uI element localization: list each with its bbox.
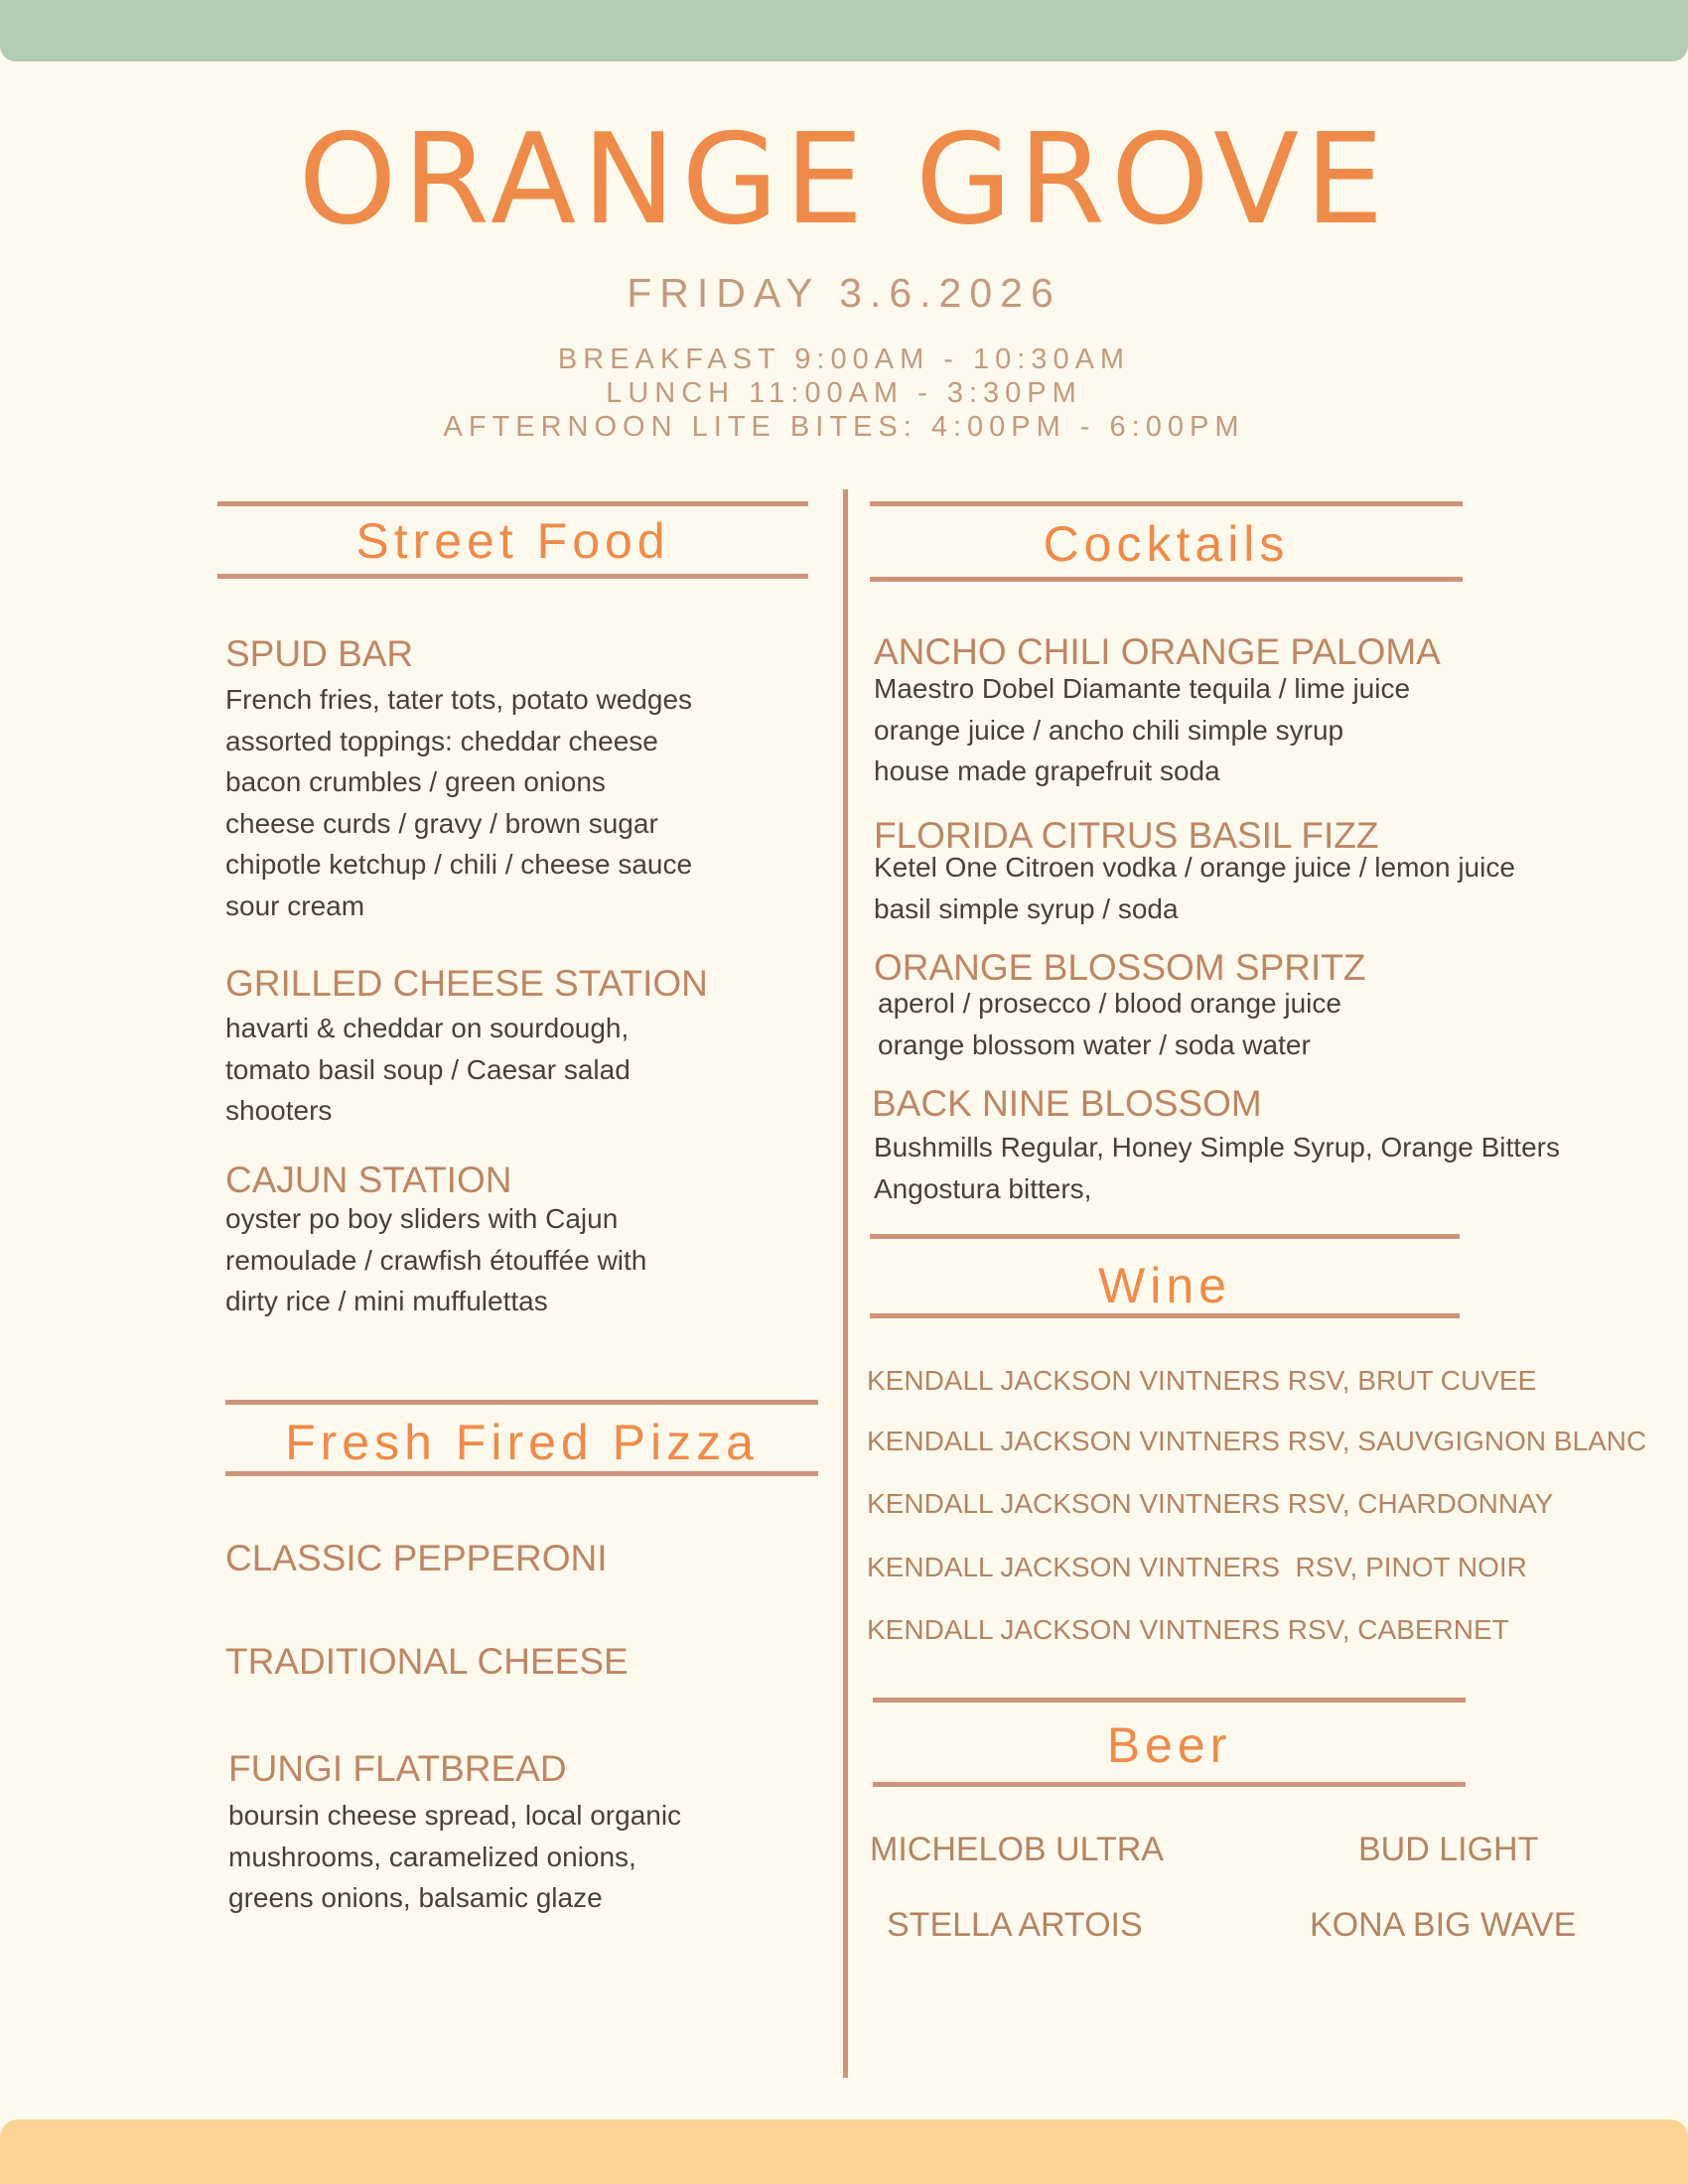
bottom-color-band (0, 2119, 1688, 2184)
item-title: ORANGE BLOSSOM SPRITZ (874, 947, 1366, 988)
description-line: oyster po boy sliders with Cajun (225, 1203, 619, 1234)
description-line: havarti & cheddar on sourdough, (225, 1013, 630, 1043)
description-line: Maestro Dobel Diamante tequila / lime juice (874, 673, 1411, 704)
description-line: aperol / prosecco / blood orange juice (878, 988, 1341, 1019)
description-line: orange blossom water / soda water (878, 1028, 1311, 1060)
description-line: orange juice / ancho chili simple syrup (874, 714, 1344, 746)
description-line: sour cream (225, 889, 365, 921)
item-description (874, 668, 1410, 792)
item-title: CLASSIC PEPPERONI (225, 1538, 608, 1578)
description-line: Angostura bitters, (874, 1172, 1092, 1204)
section-rule (870, 577, 1463, 582)
hours-line: LUNCH 11:00AM - 3:30PM (606, 377, 1082, 409)
description-line: French fries, tater tots, potato wedges (225, 684, 693, 715)
description-line: assorted toppings: cheddar cheese (225, 725, 658, 756)
section-rule (225, 1400, 818, 1405)
wine-item: KENDALL JACKSON VINTNERS RSV, BRUT CUVEE (867, 1365, 1537, 1396)
item-description (874, 1127, 1560, 1209)
description-line: greens onions, balsamic glaze (228, 1882, 603, 1913)
service-hours (0, 342, 1688, 444)
section-rule (870, 1313, 1460, 1318)
wine-item: KENDALL JACKSON VINTNERS RSV, CHARDONNAY (867, 1488, 1554, 1519)
section-heading: Wine (1098, 1258, 1231, 1313)
menu-date: FRIDAY 3.6.2026 (627, 270, 1061, 316)
hours-line: BREAKFAST 9:00AM - 10:30AM (557, 343, 1131, 375)
top-color-band (0, 0, 1688, 62)
item-description (225, 1198, 646, 1322)
section-rule (870, 501, 1463, 506)
hours-line: AFTERNOON LITE BITES: 4:00PM - 6:00PM (443, 411, 1245, 443)
item-title: FUNGI FLATBREAD (228, 1748, 567, 1789)
section-heading: Street Food (355, 513, 670, 569)
description-line: Bushmills Regular, Honey Simple Syrup, Orange Bitters (874, 1132, 1560, 1162)
description-line: boursin cheese spread, local organic (228, 1800, 682, 1831)
page-title: ORANGE GROVE (298, 106, 1390, 252)
description-line: house made grapefruit soda (874, 755, 1220, 786)
item-title: GRILLED CHEESE STATION (225, 963, 708, 1004)
beer-item: BUD LIGHT (1358, 1831, 1539, 1868)
wine-item: KENDALL JACKSON VINTNERS RSV, CABERNET (867, 1614, 1509, 1645)
section-rule (873, 1782, 1466, 1787)
section-rule (217, 501, 808, 506)
item-description (225, 1008, 631, 1132)
item-title: BACK NINE BLOSSOM (872, 1083, 1262, 1124)
item-title: FLORIDA CITRUS BASIL FIZZ (874, 815, 1379, 856)
description-line: Ketel One Citroen vodka / orange juice / lemon juice (874, 852, 1515, 883)
item-description (225, 679, 692, 926)
section-rule (870, 1234, 1460, 1239)
section-heading: Fresh Fired Pizza (285, 1415, 759, 1470)
description-line: cheese curds / gravy / brown sugar (225, 807, 658, 839)
wine-item: KENDALL JACKSON VINTNERS RSV, PINOT NOIR (867, 1552, 1527, 1582)
description-line: dirty rice / mini muffulettas (225, 1286, 548, 1316)
description-line: tomato basil soup / Caesar salad (225, 1053, 631, 1085)
item-description (874, 847, 1515, 929)
beer-item: KONA BIG WAVE (1310, 1906, 1577, 1944)
column-divider (843, 489, 848, 2078)
description-line: chipotle ketchup / chili / cheese sauce (225, 849, 693, 880)
description-line: shooters (225, 1095, 333, 1126)
item-title: ANCHO CHILI ORANGE PALOMA (874, 631, 1441, 672)
section-rule (225, 1471, 818, 1476)
description-line: remoulade / crawfish étouffée with (225, 1244, 647, 1276)
item-description (228, 1795, 681, 1919)
item-description (878, 983, 1341, 1065)
item-title: SPUD BAR (225, 633, 414, 674)
beer-item: MICHELOB ULTRA (870, 1831, 1164, 1868)
description-line: mushrooms, caramelized onions, (228, 1841, 636, 1872)
description-line: bacon crumbles / green onions (225, 766, 606, 797)
description-line: basil simple syrup / soda (874, 892, 1179, 924)
section-heading: Cocktails (1043, 516, 1290, 572)
section-rule (873, 1698, 1466, 1703)
wine-item: KENDALL JACKSON VINTNERS RSV, SAUVGIGNON BLANC (867, 1426, 1647, 1456)
section-rule (217, 574, 808, 579)
item-title: TRADITIONAL CHEESE (225, 1641, 629, 1682)
beer-item: STELLA ARTOIS (887, 1906, 1143, 1944)
section-heading: Beer (1106, 1717, 1232, 1773)
item-title: CAJUN STATION (225, 1160, 512, 1200)
